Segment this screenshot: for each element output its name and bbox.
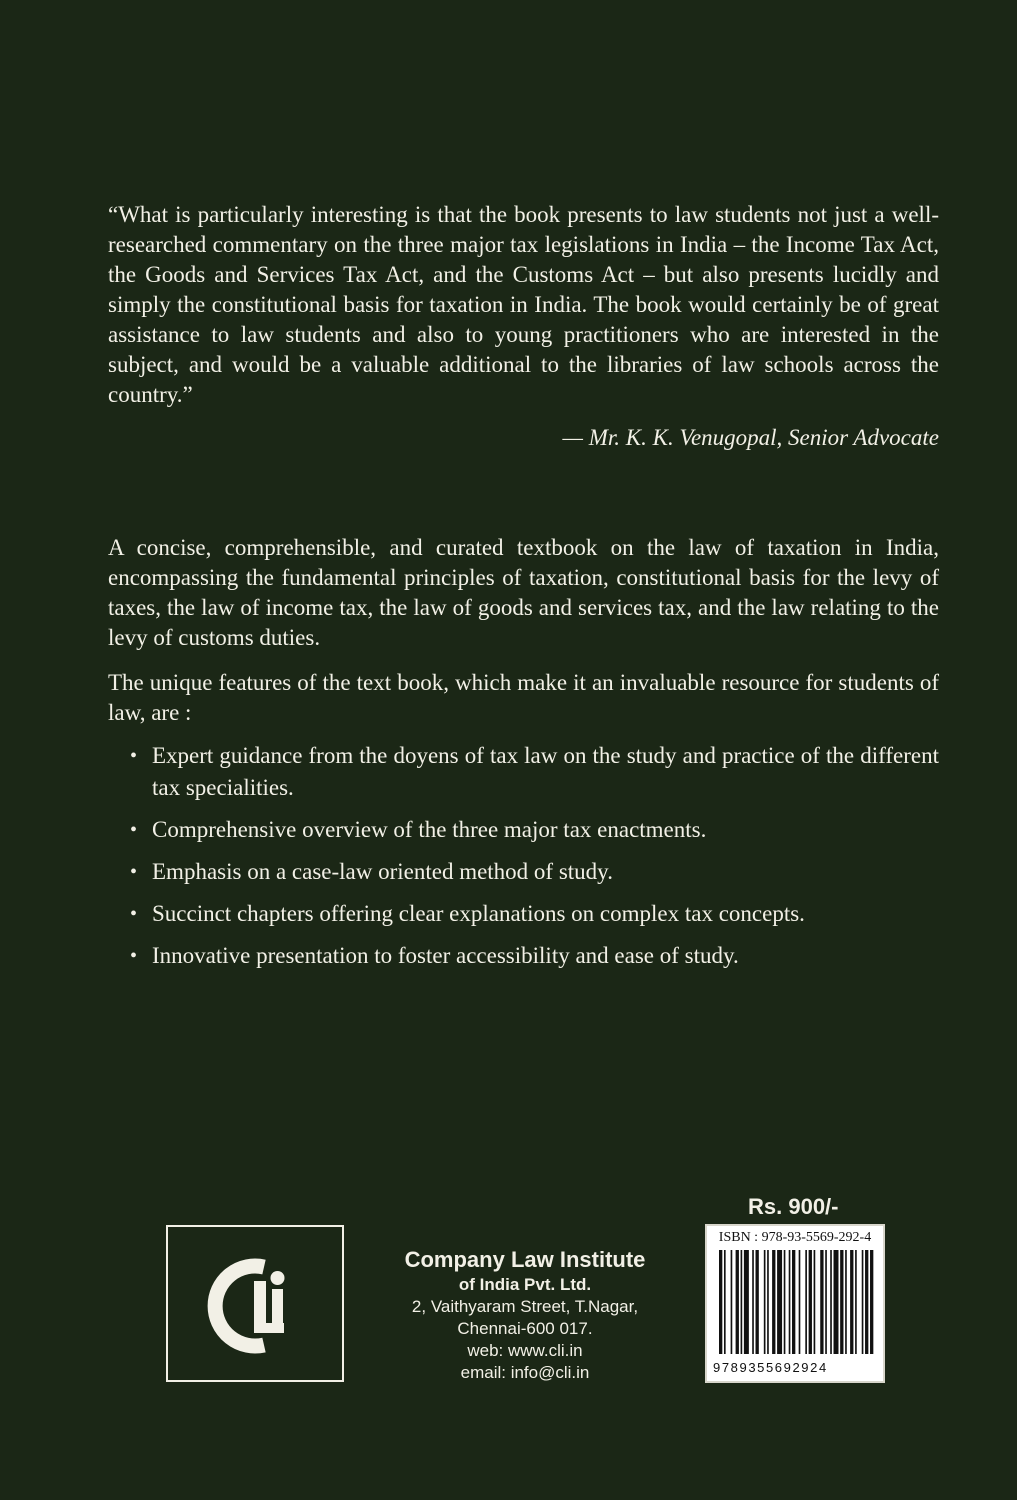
- bullet-icon: •: [130, 945, 138, 967]
- price-label: Rs. 900/-: [748, 1194, 839, 1219]
- barcode-bar: [731, 1250, 733, 1354]
- barcode-bar: [724, 1250, 726, 1354]
- barcode-bar: [825, 1250, 827, 1354]
- barcode-bar: [744, 1250, 749, 1354]
- barcode-bar: [809, 1250, 812, 1354]
- barcode-bar: [767, 1250, 769, 1354]
- barcode-bar: [784, 1250, 786, 1354]
- feature-text: Emphasis on a case-law oriented method of study.: [152, 859, 613, 884]
- barcode-bar: [764, 1250, 766, 1354]
- book-description: A concise, comprehensible, and curated textbook on the law of taxation in India, encompassing the fundamental principles of taxation, constitutional basis for the levy of taxes, the law of income tax, the law of goods and services tax, and the law relating to the levy of customs duties.: [108, 535, 939, 650]
- isbn-label: ISBN : 978-93-5569-292-4: [718, 1230, 872, 1245]
- barcode-bar: [840, 1250, 843, 1354]
- publisher-address-line2: Chennai-600 017.: [457, 1319, 593, 1338]
- features-list: [130, 740, 939, 982]
- feature-text: Comprehensive overview of the three major tax enactments.: [152, 817, 707, 842]
- features-intro: The unique features of the text book, which make it an invaluable resource for students of law, are :: [108, 670, 939, 725]
- barcode-bar: [834, 1250, 839, 1354]
- feature-text: Expert guidance from the doyens of tax law on the study and practice of the different tax specialities.: [152, 743, 939, 800]
- barcode-bar: [805, 1250, 807, 1354]
- barcode-bar: [772, 1250, 775, 1354]
- barcode-bar: [741, 1250, 743, 1354]
- barcode-bar: [777, 1250, 782, 1354]
- bullet-icon: •: [130, 745, 138, 767]
- barcode-bar: [719, 1250, 722, 1354]
- barcode-bar: [792, 1250, 795, 1354]
- feature-item: [130, 898, 939, 930]
- barcode-bar: [756, 1250, 759, 1354]
- barcode-bar: [850, 1250, 853, 1354]
- barcode-icon: [717, 1250, 877, 1358]
- feature-text: Innovative presentation to foster accessibility and ease of study.: [152, 943, 739, 968]
- endorsement-quote: “What is particularly interesting is that the book presents to law students not just a well-researched commentary on the three major tax legislations in India – the Income Tax Act, the Goods and Services Tax Act, and the Customs Act – but also presents lucidly and simply the constitutional basis for taxation in India. The book would certainly be of great assistance to law students and also to young practitioners who are interested in the subject, and would be a valuable additional to the libraries of law schools across the country.”: [108, 202, 939, 407]
- barcode-bar: [870, 1250, 873, 1354]
- barcode-bar: [855, 1250, 857, 1354]
- barcode-bar: [865, 1250, 868, 1354]
- publisher-subname: of India Pvt. Ltd.: [458, 1275, 592, 1294]
- barcode-bar: [814, 1250, 816, 1354]
- feature-item: [130, 740, 939, 804]
- barcode-box: [705, 1224, 885, 1383]
- feature-item: [130, 814, 939, 846]
- bullet-icon: •: [130, 903, 138, 925]
- bullet-icon: •: [130, 861, 138, 883]
- barcode-bar: [799, 1250, 801, 1354]
- publisher-logo: [166, 1225, 344, 1382]
- barcode-bar: [862, 1250, 864, 1354]
- feature-item: [130, 856, 939, 888]
- barcode-bar: [789, 1250, 791, 1354]
- barcode-bar: [845, 1250, 847, 1354]
- barcode-bar: [830, 1250, 832, 1354]
- publisher-info: [360, 1246, 690, 1384]
- barcode-bar: [820, 1250, 823, 1354]
- publisher-web: web: www.cli.in: [467, 1341, 583, 1360]
- feature-item: [130, 940, 939, 972]
- bullet-icon: •: [130, 819, 138, 841]
- quote-attribution: — Mr. K. K. Venugopal, Senior Advocate: [562, 425, 939, 450]
- publisher-email: email: info@cli.in: [460, 1363, 590, 1382]
- barcode-bar: [752, 1250, 754, 1354]
- feature-text: Succinct chapters offering clear explanations on complex tax concepts.: [152, 901, 805, 926]
- barcode-bar: [736, 1250, 739, 1354]
- publisher-name: Company Law Institute: [404, 1247, 646, 1272]
- cli-logo-icon: [202, 1253, 312, 1358]
- barcode-digits: 9789355692924: [713, 1360, 879, 1375]
- publisher-address-line1: 2, Vaithyaram Street, T.Nagar,: [411, 1297, 639, 1316]
